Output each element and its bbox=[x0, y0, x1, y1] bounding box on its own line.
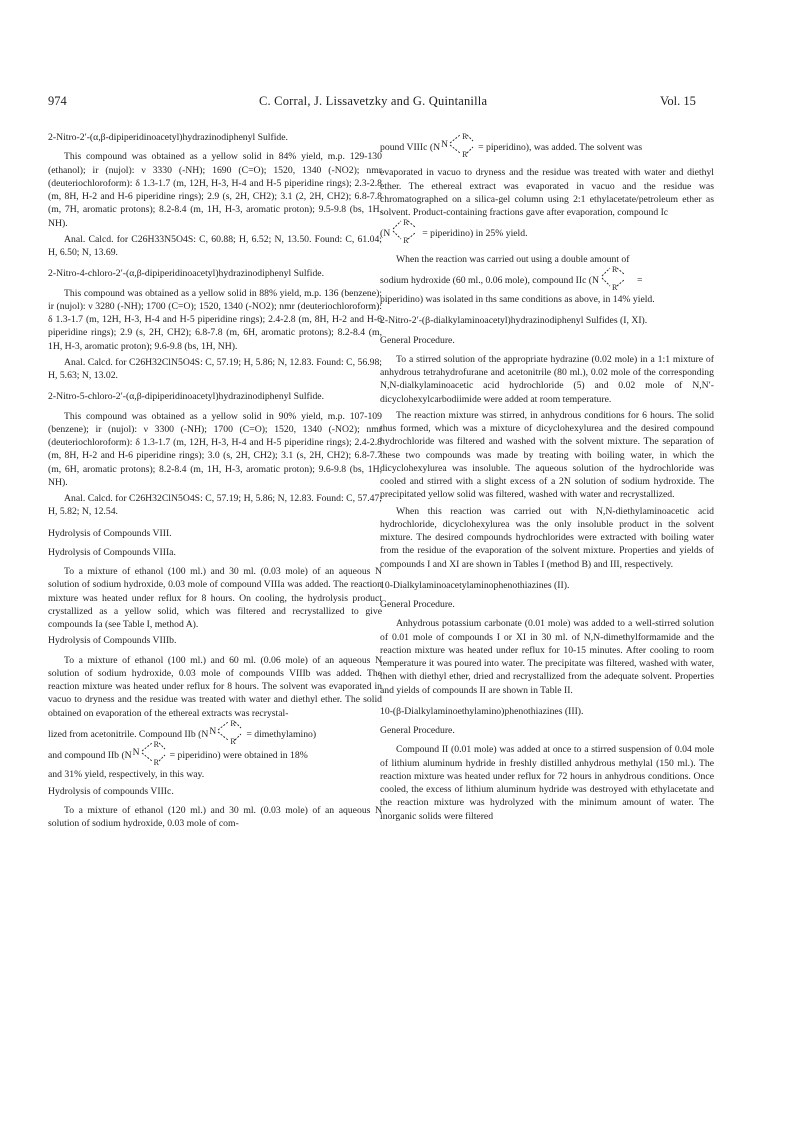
paragraph: Anhydrous potassium carbonate (0.01 mole) was added to a well-stirred solution of 0.01 mole of compounds I or XI in 30 ml. of N,N-dimethylformamide and the reaction mixture was heated under reflux for 10-15 minutes. After cooling to room temperature it was poured into water. The precipitate was filtered, washed with water, then with diethyl ether, dried and recrystallized from the adequate solvent. Properties and yields of compounds II are shown in Table II. bbox=[380, 618, 714, 696]
paragraph: This compound was obtained as a yellow solid in 90% yield, m.p. 107-109 (benzene); ir (nujol): ν 3300 (-NH); 1700 (C=O); 1520, 1340 (-NO2); nmr (deuteriochloroform): δ 1.3-1.7 (m, 12H, H-3, H-4 and H-5 piperidine rings); 2.4-2.8 (m, 8H, H-2 and H-6 piperidine rings); 3.0 (s, 2H, CH2); 3.1 (s, 2H, CH2); 6.8-7.7 (m, 6H, aromatic protons); 8.2-8.4 (m, 1H, H-3, aromatic proton); 9.6-9.8 (bs, 1H, NH). bbox=[48, 410, 382, 488]
paragraph: This compound was obtained as a yellow solid in 84% yield, m.p. 129-130 (ethanol); ir (nujol): ν 3330 (-NH); 1690 (C=O); 1520, 1340 (-NO2); nmr (deuteriochloroform): δ 1.3-1.7 (m, 12H, H-3, H-4 and H-5 piperidine rings); 2.3-2.8 (m, 8H, H-2 and H-6 piperidine rings); 2.9 (s, 2H, CH2); 3.1 (2, 2H, CH2); 6.8-7.8 (m, 7H, aromatic protons); 8.2-8.4 (m, 1H, H-3, aromatic proton); 9.5-9.8 (bs, 1H, NH). bbox=[48, 151, 382, 229]
cyclic-amine-group: N R R bbox=[133, 747, 169, 760]
section-heading: 2-Nitro-5-chloro-2′-(α,β-dipiperidinoacetyl)hydrazinodiphenyl Sulfide. bbox=[48, 391, 325, 403]
paragraph-line-with-group: and compound IIb (N N R R = piperidino) were obtained in 18% bbox=[48, 747, 382, 762]
paragraph: The reaction mixture was stirred, in anhydrous conditions for 6 hours. The solid thus formed, which was a mixture of dicyclohexylurea and the desired compound hydrochloride was filtered and washed with the solvent mixture. The separation of these two compounds was made by treating with boiling water, in which the dicyclohexylurea was insoluble. The aqueous solution of the hydrochloride was cooled and stirred with a slight excess of a 2N solution of sodium hydroxide. The precipitated yellow solid was filtered, washed with water and recrystallized. bbox=[380, 409, 714, 501]
subsection-heading: Hydrolysis of Compounds VIIIa. bbox=[48, 546, 176, 558]
paragraph-line-with-group: lized from acetonitrile. Compound IIb (N N R R = dimethylamino) bbox=[48, 726, 382, 741]
paragraph: Compound II (0.01 mole) was added at once to a stirred suspension of 0.04 mole of lithium aluminum hydride in freshly distilled anhydrous methylal (150 ml.). The reaction mixture was heated under reflux for 72 hours in anhydrous conditions. Once cooled, the excess of lithium aluminum hydride was destroyed with ethylacetate and the reaction mixture was hydrolyzed with the minimum amount of water. The inorganic solids were filtered bbox=[380, 744, 714, 822]
subsection-heading: General Procedure. bbox=[380, 599, 455, 610]
paragraph: To a stirred solution of the appropriate hydrazine (0.02 mole) in a 1:1 mixture of anhydrous tetrahydrofurane and acetonitrile (80 ml.), 0.02 mole of the corresponding N,N-dialkylaminoacetic acid hydrochloride (5) and 0.02 mole of N,N′-dicyclohexylcarbodiimide were added at room temperature. bbox=[380, 353, 714, 405]
bond-lines-icon bbox=[133, 737, 169, 769]
analysis-line: Anal. Calcd. for C26H32ClN5O4S: C, 57.19; H, 5.86; N, 12.83. Found: C, 56.98; H, 5.63; N, 13.02. bbox=[48, 356, 382, 381]
subsection-heading: General Procedure. bbox=[380, 334, 455, 346]
paragraph-line-with-group: pound VIIIc (N N R R = piperidino), was added. The solvent was bbox=[380, 139, 714, 154]
section-heading: 2-Nitro-2′-(β-dialkylaminoacetyl)hydrazinodiphenyl Sulfides (I, XI). bbox=[380, 315, 648, 327]
paragraph: This compound was obtained as a yellow solid in 88% yield, m.p. 136 (benzene); ir (nujol): ν 3280 (-NH); 1700 (C=O); 1520, 1340 (-NO2); nmr (deuteriochloroform): δ 1.3-1.7 (m, 12H, H-3, H-4 and H-5 piperidine rings); 2.4-2.8 (m, 8H, H-2 and H-6 piperidine rings); 2.9 (s, 2H, CH2); 6.8-7.8 (m, 6H, aromatic protons); 8.2-8.4 (m, 1H, H-3, aromatic proton); 9.6-9.8 (bs, 1H, NH). bbox=[48, 287, 382, 352]
paragraph: To a mixture of ethanol (100 ml.) and 30 ml. (0.03 mole) of an aqueous N solution of sodium hydroxide, 0.03 mole of compound VIIIa was added. The reaction mixture was heated under reflux for 8 hours. On cooling, the hydrolysis product crystallized as a yellow solid, which was filtered and recrystallized to give compounds Ia (see Table I, method A). bbox=[48, 566, 382, 630]
paragraph: When this reaction was carried out with N,N-diethylaminoacetic acid hydrochloride, dicyclohexylurea was the only insoluble product in the solvent mixture. The desired compounds hydrochlorides were extracted with boiling water from the residue of the evaporation of the solvent mixture. Properties and yields of compounds I and XI are shown in Tables I (method B) and III, respectively. bbox=[380, 505, 714, 570]
paragraph: When the reaction was carried out using a double amount of bbox=[396, 253, 630, 265]
section-heading: 2-Nitro-4-chloro-2′-(α,β-dipiperidinoacetyl)hydrazinodiphenyl Sulfide. bbox=[48, 268, 325, 280]
bond-lines-icon bbox=[391, 215, 421, 247]
section-heading: 2-Nitro-2′-(α,β-dipiperidinoacetyl)hydrazinodiphenyl Sulfide. bbox=[48, 132, 288, 143]
left-column bbox=[48, 131, 382, 833]
cyclic-amine-group: R R bbox=[391, 225, 421, 238]
section-heading: 10-Dialkylaminoacetylaminophenothiazines (II). bbox=[380, 579, 570, 591]
subsection-heading: Hydrolysis of Compounds VIIIb. bbox=[48, 635, 177, 647]
cyclic-amine-group: N R R bbox=[209, 726, 245, 739]
section-heading: 10-(β-Dialkylaminoethylamino)phenothiazines (III). bbox=[380, 705, 584, 717]
page-number: 974 bbox=[48, 94, 67, 108]
bond-lines-icon bbox=[441, 129, 477, 161]
paragraph: To a mixture of ethanol (100 ml.) and 60 ml. (0.06 mole) of an aqueous N solution of sodium hydroxide, 0.03 mole of compounds VIIIb was added. The reaction mixture was heated under reflux for 8 hours. The solvent was evaporated in vacuo to dryness and the residue was treated with water and diethyl ether. The solid obtained on evaporation of the ethereal extracts was recrystal- bbox=[48, 654, 382, 719]
paragraph-line-with-group: sodium hydroxide (60 ml., 0.06 mole), compound IIc (N R R = bbox=[380, 272, 714, 287]
right-column bbox=[380, 132, 714, 826]
section-heading: Hydrolysis of Compounds VIII. bbox=[48, 527, 172, 539]
paragraph-line-with-group: (N R R = piperidino) in 25% yield. bbox=[380, 225, 714, 240]
subsection-heading: General Procedure. bbox=[380, 725, 455, 736]
paragraph: evaporated in vacuo to dryness and the residue was treated with water and diethyl ether. The ethereal extract was evaporated in vacuo and the residue was chromatographed on a silica-gel column using 2:1 ethylacetate/petroleum ether as solvent. Product-containing fractions gave after evaporation, compound Ic bbox=[380, 167, 714, 218]
cyclic-amine-group: N R R bbox=[441, 139, 477, 152]
paragraph: piperidino) was isolated in ths same conditions as above, in 14% yield. bbox=[380, 294, 655, 305]
volume-label: Vol. 15 bbox=[660, 94, 696, 108]
cyclic-amine-group: R R bbox=[600, 272, 636, 285]
subsection-heading: Hydrolysis of compounds VIIIc. bbox=[48, 785, 174, 797]
bond-lines-icon bbox=[209, 716, 245, 748]
running-head-authors: C. Corral, J. Lissavetzky and G. Quintanilla bbox=[259, 94, 488, 108]
paragraph: To a mixture of ethanol (120 ml.) and 30 ml. (0.03 mole) of an aqueous N solution of sodium hydroxide, 0.03 mole of com- bbox=[48, 804, 382, 829]
paragraph: and 31% yield, respectively, in this way. bbox=[48, 769, 205, 781]
bond-lines-icon bbox=[600, 262, 636, 294]
analysis-line: Anal. Calcd. for C26H32ClN5O4S: C, 57.19; H, 5.86; N, 12.83. Found: C, 57.47; H, 5.82; N, 12.54. bbox=[48, 493, 382, 518]
analysis-line: Anal. Calcd. for C26H33N5O4S: C, 60.88; H, 6.52; N, 13.50. Found: C, 61.04; H, 6.50; N, 13.69. bbox=[48, 233, 382, 258]
